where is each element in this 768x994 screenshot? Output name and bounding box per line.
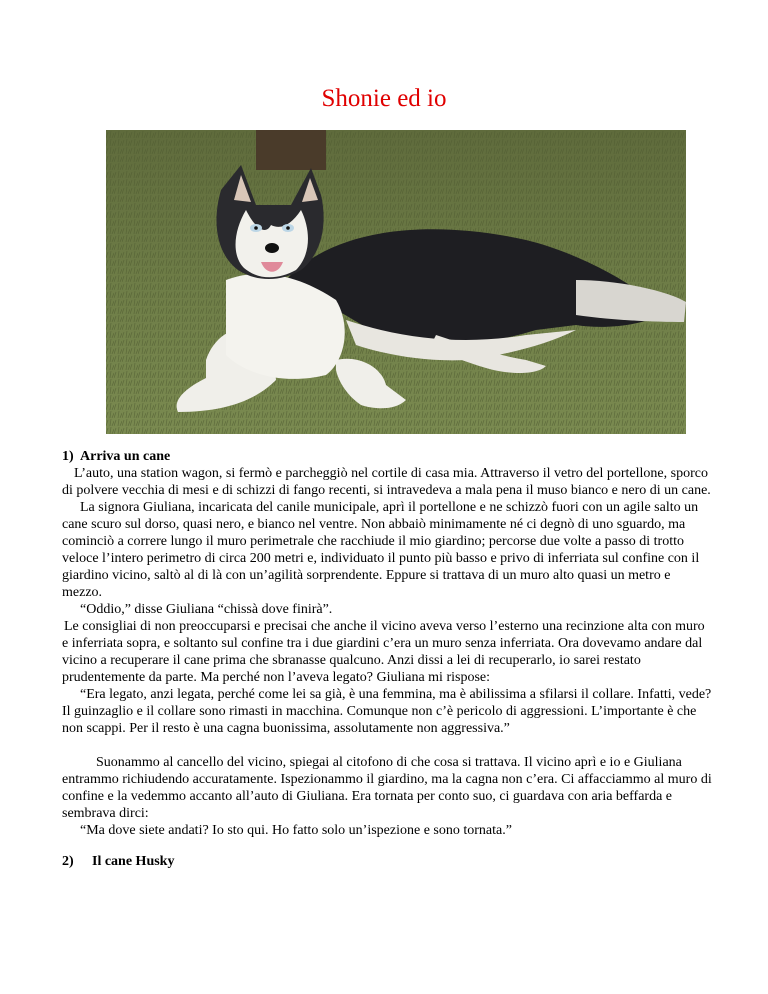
husky-illustration <box>106 130 686 434</box>
section-1-number: 1) <box>62 449 74 464</box>
section-2-heading <box>62 853 712 870</box>
paragraph: Suonammo al cancello del vicino, spiegai al citofono di che cosa si trattava. Il vicino aprì e io e Giuliana entrammo richiudendo accuratamente. Ispezionammo il giardino, ma la cagna non c’era. Ci affacciammo al muro di confine e la vedemmo accanto all’auto di Giuliana. Era tornata per conto suo, ci guardava con aria beffarda e sembrava dirci: <box>62 755 712 821</box>
paragraph: L’auto, una station wagon, si fermò e parcheggiò nel cortile di casa mia. Attraverso il vetro del portellone, sporco di polvere vecchia di mesi e di schizzi di fango recenti, si intravedeva a mala pena il muso bianco e nero di un cane. <box>62 466 711 498</box>
paragraph: Le consigliai di non preoccuparsi e precisai che anche il vicino aveva verso l’esterno una recinzione alta con muro e inferriata sopra, e soltanto sul confine tra i due giardini c’era un muro senza inferriata. Ora dovevamo andare dal vicino a recuperare il cane prima che sbranasse qualcuno. Anzi dissi a lei di recuperarlo, io sarei restato prudentemente da parte. Ma perché non l’aveva legato? Giuliana mi rispose: <box>62 619 705 685</box>
paragraph: “Era legato, anzi legata, perché come lei sa già, è una femmina, ma è abilissima a sfilarsi il collare. Infatti, vede? Il guinzaglio e il collare sono rimasti in macchina. Comunque non c’è pericolo di aggressioni. L’importante è che non scappi. Per il resto è una cagna buonissima, assolutamente non aggressiva.” <box>62 687 712 736</box>
section-2-title: Il cane Husky <box>92 854 175 869</box>
document-body <box>62 448 712 870</box>
section-1-title: Arriva un cane <box>80 449 171 464</box>
paragraph: “Oddio,” disse Giuliana “chissà dove finirà”. <box>80 602 333 617</box>
husky-dog-photo <box>106 130 686 434</box>
paragraph: “Ma dove siete andati? Io sto qui. Ho fatto solo un’ispezione e sono tornata.” <box>80 823 512 838</box>
page-title: Shonie ed io <box>321 85 447 112</box>
section-1-heading <box>62 448 712 465</box>
paragraph: La signora Giuliana, incaricata del canile municipale, aprì il portellone e ne schizzò fuori con un agile salto un cane scuro sul dorso, quasi nero, e bianco nel ventre. Non abbaiò minimamente né ci degnò di uno sguardo, ma cominciò a correre lungo il muro perimetrale che racchiude il mio giardino; percorse due volte a passo di trotto veloce l’intero perimetro di circa 200 metri e, individuato il punto più basso e privo di inferriata sul confine con il giardino vicino, saltò al di là con un’agilità sorprendente. Eppure si trattava di un muro alto quasi un metro e mezzo. <box>62 500 700 600</box>
section-2-number: 2) <box>62 854 74 869</box>
